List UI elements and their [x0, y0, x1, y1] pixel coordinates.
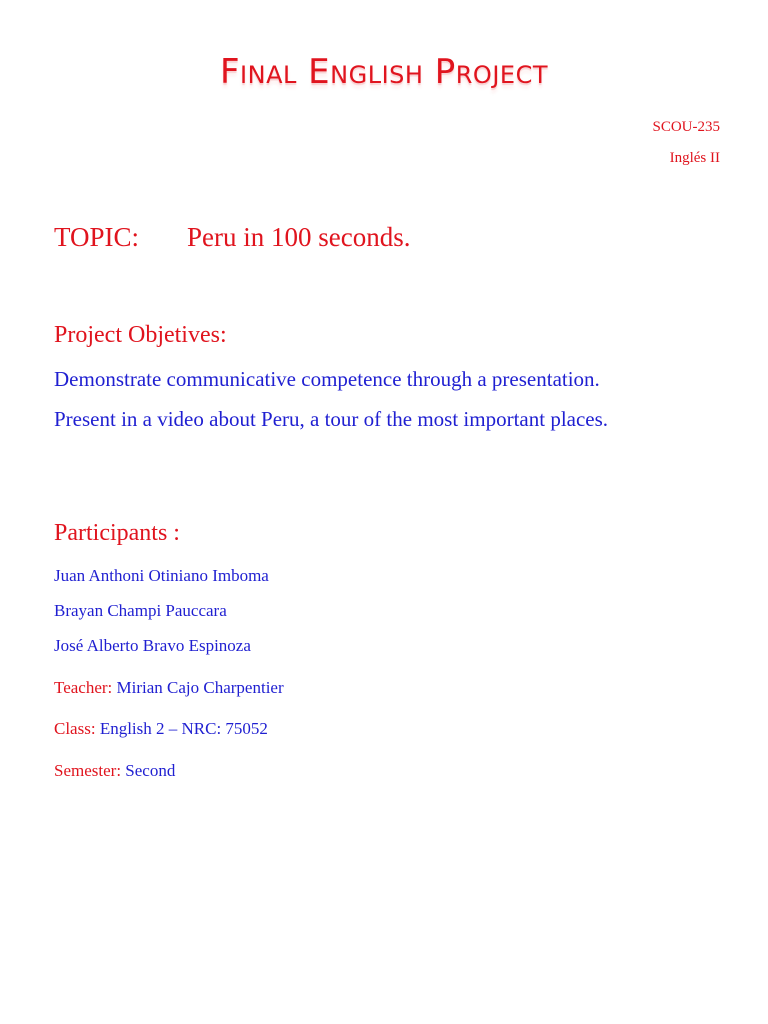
- teacher-value: Mirian Cajo Charpentier: [116, 678, 284, 697]
- class-label: Class:: [54, 719, 96, 738]
- semester-line: [54, 761, 175, 781]
- teacher-line: [54, 678, 284, 698]
- participant-name: Brayan Champi Pauccara: [54, 601, 227, 620]
- document-title: Final English Project: [220, 52, 548, 92]
- topic-label: TOPIC:: [54, 222, 140, 252]
- class-line: [54, 719, 268, 739]
- topic-line: [54, 222, 410, 253]
- course-info: [652, 112, 720, 174]
- participants-heading: Participants :: [54, 520, 180, 546]
- teacher-label: Teacher:: [54, 678, 113, 697]
- course-name: Inglés II: [669, 150, 720, 166]
- objective-item: Demonstrate communicative competence through a presentation.: [54, 367, 600, 391]
- course-code: SCOU-235: [652, 119, 720, 135]
- objectives-heading: Project Objetives:: [54, 322, 227, 348]
- class-value: English 2 – NRC: 75052: [99, 719, 268, 738]
- semester-label: Semester:: [54, 761, 122, 780]
- semester-value: Second: [125, 761, 176, 780]
- topic-value: Peru in 100 seconds.: [187, 222, 411, 252]
- participant-name: José Alberto Bravo Espinoza: [54, 636, 251, 655]
- objective-item: Present in a video about Peru, a tour of the most important places.: [54, 407, 609, 431]
- participant-name: Juan Anthoni Otiniano Imboma: [54, 566, 269, 585]
